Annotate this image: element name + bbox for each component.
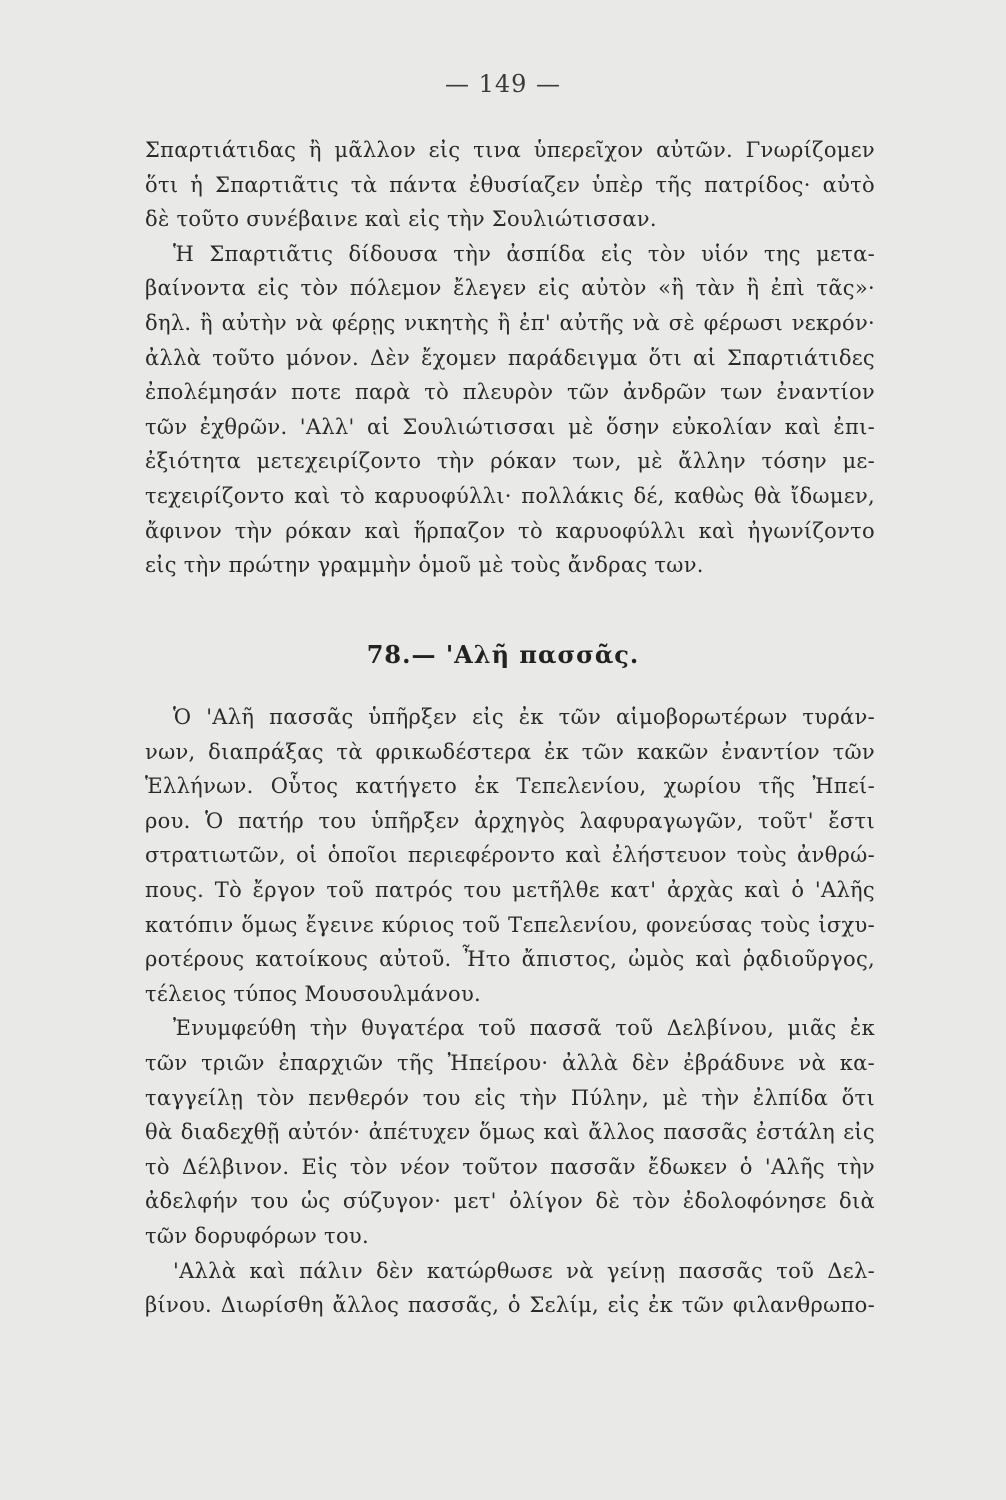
text-line: στρατιωτῶν, οἱ ὁποῖοι περιεφέροντο καὶ ἐλήστευον τοὺς ἀνθρώ- <box>145 843 875 868</box>
text-line: ὅτι ἡ Σπαρτιᾶτις τὰ πάντα ἐθυσίαζεν ὑπὲρ τῆς πατρίδος· αὐτὸ <box>145 172 875 197</box>
text-line: 'Αλλὰ καὶ πάλιν δὲν κατώρθωσε νὰ γείνῃ πασσᾶς τοῦ Δελ- <box>173 1258 875 1283</box>
text-line: ἐπολέμησάν ποτε παρὰ τὸ πλευρὸν τῶν ἀνδρῶν των ἐναντίον <box>145 380 875 405</box>
text-line: τῶν τριῶν ἐπαρχιῶν τῆς Ἠπείρου· ἀλλὰ δὲν ἐβράδυνε νὰ κα- <box>145 1050 875 1075</box>
paragraph-block-souliote-women <box>145 133 875 583</box>
text-line: ἀλλὰ τοῦτο μόνον. Δὲν ἔχομεν παράδειγμα ὅτι αἱ Σπαρτιάτιδες <box>145 345 875 370</box>
text-line: δὲ τοῦτο συνέβαινε καὶ εἰς τὴν Σουλιώτισσαν. <box>145 207 657 232</box>
text-line: βαίνοντα εἰς τὸν πόλεμον ἔλεγεν εἰς αὐτὸν «ἢ τὰν ἢ ἐπὶ τᾶς»· <box>145 276 875 301</box>
text-line: Ὁ 'Αλῆ πασσᾶς ὑπῆρξεν εἰς ἐκ τῶν αἱμοβορωτέρων τυράν- <box>173 705 875 729</box>
text-line: τὸ Δέλβινον. Εἰς τὸν νέον τοῦτον πασσᾶν ἔδωκεν ὁ 'Αλῆς τὴν <box>145 1154 875 1179</box>
text-line: ταγγείλῃ τὸν πενθερόν του εἰς τὴν Πύλην, μὲ τὴν ἐλπίδα ὅτι <box>145 1085 875 1110</box>
text-line: τῶν δορυφόρων του. <box>145 1223 369 1248</box>
text-line: τέλειος τύπος Μουσουλμάνου. <box>145 981 482 1006</box>
text-line: πους. Τὸ ἔργον τοῦ πατρός του μετῆλθε κατ' ἀρχὰς καὶ ὁ 'Αλῆς <box>145 877 875 902</box>
text-line: θὰ διαδεχθῇ αὐτόν· ἀπέτυχεν ὅμως καὶ ἄλλος πασσᾶς ἐστάλη εἰς <box>145 1120 875 1145</box>
text-line: ροτέρους κατοίκους αὐτοῦ. Ἦτο ἄπιστος, ὠμὸς καὶ ῥᾳδιοῦργος, <box>145 947 875 972</box>
text-line: ἀδελφήν του ὡς σύζυγον· μετ' ὀλίγον δὲ τὸν ἐδολοφόνησε διὰ <box>145 1189 875 1214</box>
text-line: Ἐνυμφεύθη τὴν θυγατέρα τοῦ πασσᾶ τοῦ Δελβίνου, μιᾶς ἐκ <box>173 1016 875 1041</box>
text-line: Σπαρτιάτιδας ἢ μᾶλλον εἰς τινα ὑπερεῖχον αὐτῶν. Γνωρίζομεν <box>145 138 875 162</box>
text-line: τεχειρίζοντο καὶ τὸ καρυοφύλλι· πολλάκις δέ, καθὼς θὰ ἴδωμεν, <box>145 483 875 508</box>
text-line: βίνου. Διωρίσθη ἄλλος πασσᾶς, ὁ Σελίμ, εἰς ἐκ τῶν φιλανθρωπο- <box>145 1293 875 1318</box>
paragraph-block-ali-pasha <box>145 700 875 1323</box>
text-line: Ἑλλήνων. Οὗτος κατήγετο ἐκ Τεπελενίου, χωρίου τῆς Ἠπεί- <box>145 774 875 799</box>
text-line: Ἡ Σπαρτιᾶτις δίδουσα τὴν ἀσπίδα εἰς τὸν υἱόν της μετα- <box>173 241 875 266</box>
text-line: ἐξιότητα μετεχειρίζοντο τὴν ρόκαν των, μὲ ἄλλην τόσην με- <box>145 449 875 474</box>
text-line: ρου. Ὁ πατήρ του ὑπῆρξεν ἀρχηγὸς λαφυραγωγῶν, τοῦτ' ἔστι <box>145 808 875 833</box>
section-heading: 78.— 'Αλῆ πασσᾶς. <box>366 640 640 669</box>
page-number: — 149 — <box>444 70 562 98</box>
text-line: εἰς τὴν πρώτην γραμμὴν ὁμοῦ μὲ τοὺς ἄνδρας των. <box>145 553 704 578</box>
text-line: δηλ. ἢ αὐτὴν νὰ φέρῃς νικητὴς ἢ ἐπ' αὐτῆς νὰ σὲ φέρωσι νεκρόν· <box>145 310 875 335</box>
text-line: νων, διαπράξας τὰ φρικωδέστερα ἐκ τῶν κακῶν ἐναντίον τῶν <box>145 739 875 764</box>
text-line: ἄφινον τὴν ρόκαν καὶ ἥρπαζον τὸ καρυοφύλλι καὶ ἠγωνίζοντο <box>145 518 875 543</box>
text-line: τῶν ἐχθρῶν. 'Αλλ' αἱ Σουλιώτισσαι μὲ ὅσην εὐκολίαν καὶ ἐπι- <box>145 414 875 439</box>
text-line: κατόπιν ὅμως ἔγεινε κύριος τοῦ Τεπελενίου, φονεύσας τοὺς ἰσχυ- <box>145 912 875 937</box>
